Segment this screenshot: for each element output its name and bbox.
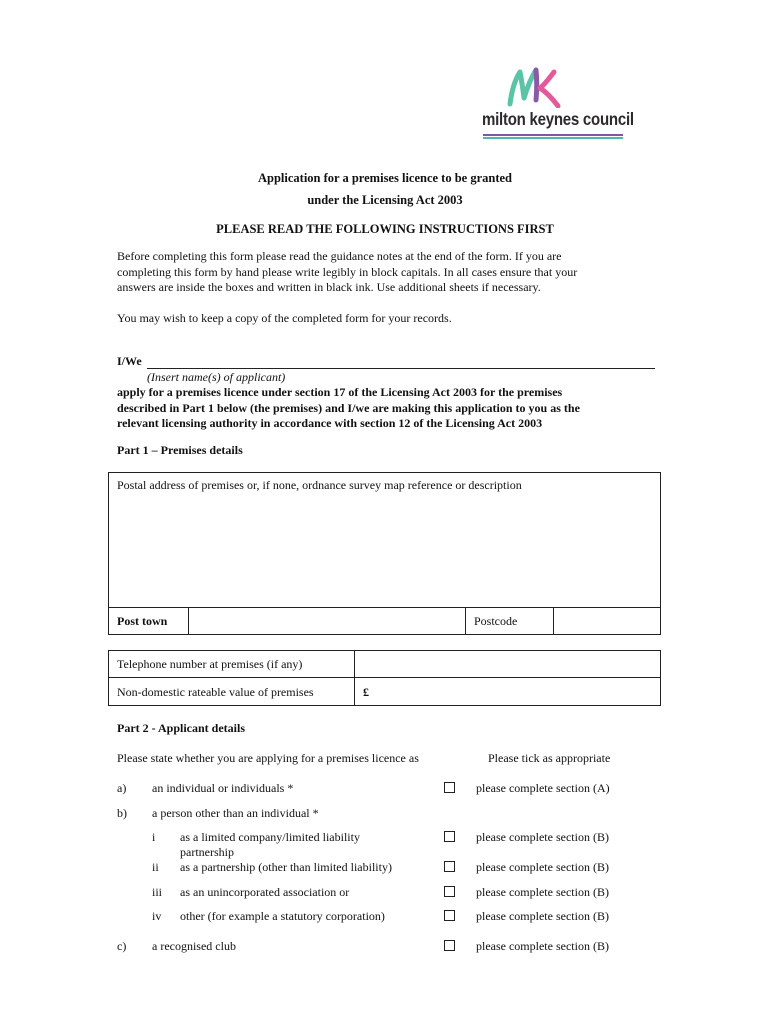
option-b4-note: please complete section (B)	[476, 909, 609, 923]
premises-address-label: Postal address of premises or, if none, ordnance survey map reference or description	[117, 478, 522, 492]
option-b4-text: other (for example a statutory corporation)	[180, 909, 385, 923]
applicant-label: I/We	[117, 354, 142, 368]
tick-hint: Please tick as appropriate	[488, 751, 611, 765]
intro-line-3: answers are inside the boxes and written in black ink. Use additional sheets if necessary.	[117, 280, 541, 294]
option-b2-text: as a partnership (other than limited liability)	[180, 860, 392, 874]
option-b3-numeral: iii	[152, 885, 163, 899]
applicant-name-field[interactable]	[147, 367, 655, 369]
option-b2-checkbox[interactable]	[444, 861, 455, 872]
option-c-checkbox[interactable]	[444, 940, 455, 951]
option-b4-checkbox[interactable]	[444, 910, 455, 921]
option-c-text: a recognised club	[152, 939, 236, 953]
form-title-line1: Application for a premises licence to be granted	[257, 171, 513, 185]
logo-line-teal	[483, 137, 623, 139]
logo-brand-text: milton keynes council	[482, 109, 634, 129]
rateable-value-label: Non-domestic rateable value of premises	[117, 685, 314, 699]
currency-symbol: £	[363, 685, 369, 699]
form-title-line2: under the Licensing Act 2003	[307, 193, 463, 207]
option-b3-checkbox[interactable]	[444, 886, 455, 897]
option-c-note: please complete section (B)	[476, 939, 609, 953]
option-b1-checkbox[interactable]	[444, 831, 455, 842]
logo-line-purple	[483, 134, 623, 136]
contact-table-row-divider	[108, 677, 661, 678]
postcode-input[interactable]	[553, 607, 661, 635]
applicant-type-question: Please state whether you are applying for a premises licence as	[117, 751, 419, 765]
telephone-label: Telephone number at premises (if any)	[117, 657, 303, 671]
option-a-text: an individual or individuals *	[152, 781, 294, 795]
option-c-letter: c)	[117, 939, 127, 953]
option-b4-numeral: iv	[152, 909, 162, 923]
post-town-input[interactable]	[188, 607, 466, 635]
statement-line-1: apply for a premises licence under section 17 of the Licensing Act 2003 for the premises	[117, 385, 563, 399]
postcode-label: Postcode	[474, 614, 518, 628]
intro-line-1: Before completing this form please read the guidance notes at the end of the form. If you are	[117, 249, 562, 263]
post-town-label: Post town	[117, 614, 168, 628]
records-note: You may wish to keep a copy of the completed form for your records.	[117, 311, 452, 325]
part2-heading: Part 2 - Applicant details	[117, 721, 245, 735]
part1-heading: Part 1 – Premises details	[117, 443, 243, 457]
option-b3-text: as an unincorporated association or	[180, 885, 350, 899]
statement-line-2: described in Part 1 below (the premises) and I/we are making this application to you as the	[117, 400, 580, 415]
option-b-letter: b)	[117, 806, 127, 820]
intro-line-2: completing this form by hand please write legibly in block capitals. In all cases ensure that your	[117, 264, 578, 279]
option-b1-note: please complete section (B)	[476, 830, 609, 844]
option-b2-note: please complete section (B)	[476, 860, 609, 874]
council-logo	[482, 66, 632, 146]
option-b1-text-line2: partnership	[180, 845, 234, 859]
option-b2-numeral: ii	[152, 860, 159, 874]
option-b-text: a person other than an individual *	[152, 806, 319, 820]
instructions-heading: PLEASE READ THE FOLLOWING INSTRUCTIONS FIRST	[216, 222, 554, 236]
statement-line-3: relevant licensing authority in accordance with section 12 of the Licensing Act 2003	[117, 416, 543, 430]
rateable-value-input[interactable]	[375, 679, 659, 704]
option-a-checkbox[interactable]	[444, 782, 455, 793]
option-b1-numeral: i	[152, 830, 156, 844]
telephone-input[interactable]	[356, 652, 659, 676]
option-b1-text-line1: as a limited company/limited liability	[180, 830, 360, 844]
mk-logo-mark-icon	[506, 66, 566, 108]
applicant-statement	[117, 385, 677, 432]
applicant-hint: (Insert name(s) of applicant)	[147, 370, 286, 384]
option-a-note: please complete section (A)	[476, 781, 610, 795]
intro-paragraph	[117, 249, 677, 296]
contact-table-col-divider	[354, 650, 355, 706]
option-a-letter: a)	[117, 781, 127, 795]
option-b3-note: please complete section (B)	[476, 885, 609, 899]
